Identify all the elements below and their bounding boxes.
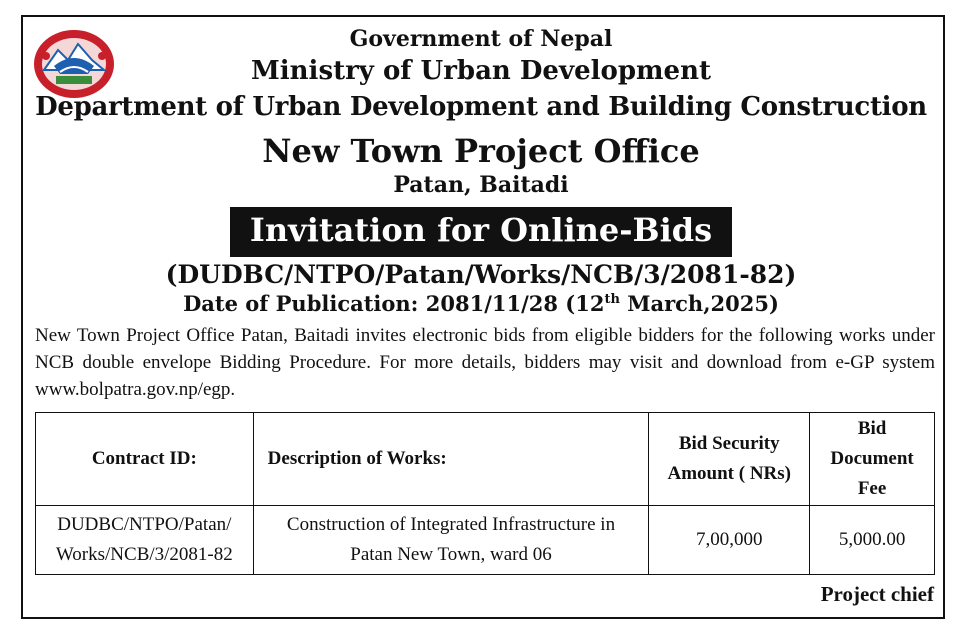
notice-title-banner	[0, 207, 962, 257]
notice-title: Invitation for Online-Bids	[230, 207, 732, 257]
notice-reference: (DUDBC/NTPO/Patan/Works/NCB/3/2081-82)	[165, 260, 797, 289]
header-contract-id: Contract ID:	[36, 413, 254, 506]
office-location: Patan, Baitadi	[393, 172, 569, 198]
description-line1: Construction of Integrated Infrastructure in	[286, 514, 616, 535]
intro-paragraph: New Town Project Office Patan, Baitadi invites electronic bids from eligible bidders for the following works under NCB double envelope Bidding Procedure. For more details, bidders may visit and download from e-GP system www.bolpatra.gov.np/egp.	[35, 325, 935, 400]
header-fee-line1: Bid	[857, 418, 887, 439]
header-bid-security-line1: Bid Security	[678, 433, 780, 454]
publication-sup: th	[604, 292, 620, 307]
header-fee-line3: Fee	[857, 478, 887, 499]
header-bid-security	[649, 413, 810, 506]
description-line2: Patan New Town, ward 06	[350, 544, 552, 565]
bids-table	[35, 412, 935, 575]
contract-id-line2: Works/NCB/3/2081-82	[55, 544, 233, 565]
government-heading: Government of Nepal	[349, 26, 613, 52]
publication-suffix: March,2025)	[619, 291, 779, 316]
table-row	[36, 506, 935, 575]
header-description: Description of Works:	[253, 413, 649, 506]
table-header-row	[36, 413, 935, 506]
publication-prefix: Date of Publication: 2081/11/28 (12	[183, 291, 605, 316]
cell-contract-id	[36, 506, 254, 575]
publication-date	[0, 291, 962, 316]
header-fee-line2: Document	[830, 448, 914, 469]
ministry-heading: Ministry of Urban Development	[251, 56, 711, 86]
header-bid-security-line2: Amount ( NRs)	[667, 463, 791, 484]
cell-document-fee: 5,000.00	[810, 506, 935, 575]
signoff: Project chief	[820, 582, 934, 606]
department-heading: Department of Urban Development and Building Construction	[35, 92, 927, 122]
cell-description	[253, 506, 649, 575]
contract-id-line1: DUDBC/NTPO/Patan/	[57, 514, 232, 535]
cell-bid-security: 7,00,000	[649, 506, 810, 575]
header-document-fee	[810, 413, 935, 506]
office-heading: New Town Project Office	[262, 132, 700, 170]
